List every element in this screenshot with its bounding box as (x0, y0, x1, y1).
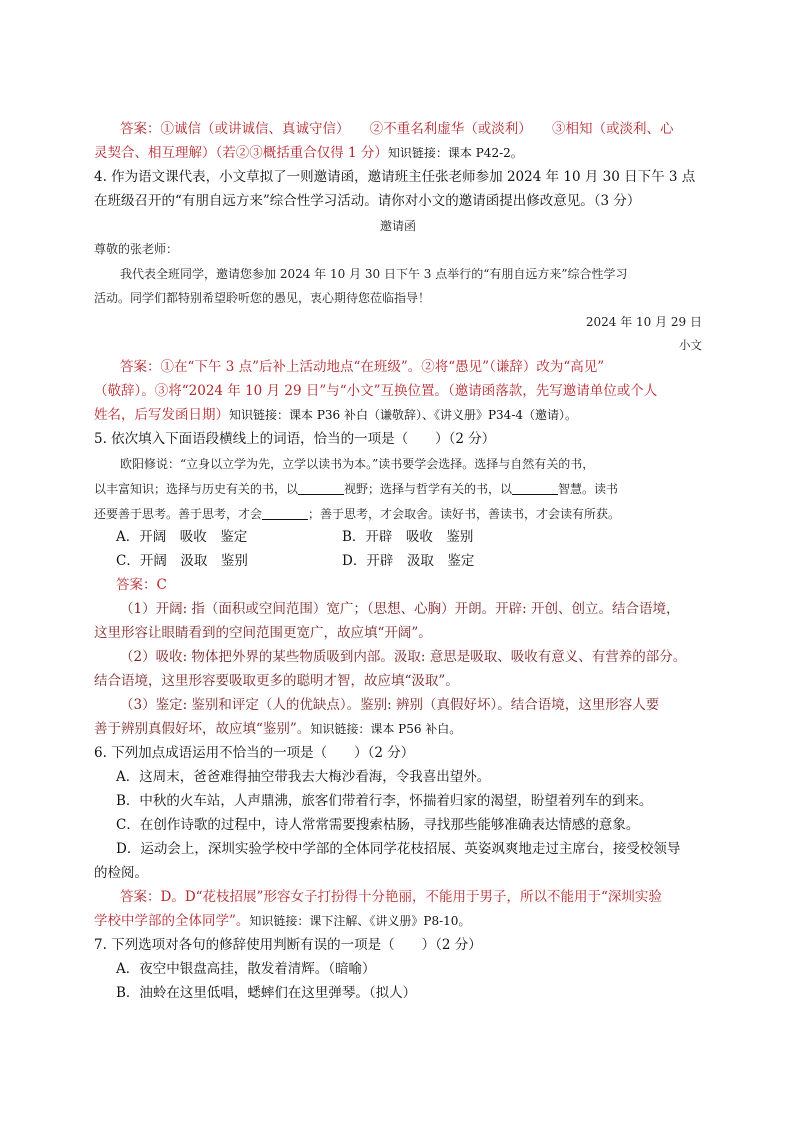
knowledge-link: 知识链接：课本 P56 补白。 (310, 722, 462, 736)
fill-blank (262, 507, 308, 520)
q5-answer-label: 答案：C (116, 577, 167, 593)
q5-explanation-3a: （3）鉴定: 鉴别和评定（人的优缺点）。鉴别: 辨别（真假好坏）。结合语境，这里形容人要 (120, 697, 660, 713)
q5-passage-line-3 (94, 505, 702, 523)
q4-answer-line-1 (120, 358, 702, 376)
knowledge-link: 知识链接：课本 P36 补白（谦敬辞）、《讲义册》P34-4（邀请）。 (229, 408, 578, 422)
q5-explanation-2a: （2）吸收: 物体把外界的某些物质吸到内部。汲取: 意思是吸取、吸收有意义、有营养的部分。 (120, 649, 687, 665)
q6-stem: 6. 下列加点成语运用不恰当的一项是（ ）（2 分） (94, 745, 415, 761)
answer-label: 答案： (120, 359, 161, 375)
q7-option-b: B．油蛉在这里低唱，蟋蟀们在这里弹琴。（拟人） (116, 985, 417, 1001)
fill-blank (512, 482, 558, 495)
answer-text: 姓名，后写发函日期） (94, 407, 229, 423)
letter-signature: 小文 (679, 338, 702, 352)
q5-explanation-1b: 这里形容让眼睛看到的空间范围更宽广，故应填“开阔”。 (94, 625, 432, 641)
q3-answer-line-1 (120, 120, 702, 138)
letter-title: 邀请函 (379, 219, 416, 233)
letter-date: 2024 年 10 月 29 日 (585, 315, 702, 329)
q6-option-a: A．这周末，爸爸难得抽空带我去大梅沙看海，令我喜出望外。 (116, 769, 491, 785)
q5-passage-line-2 (94, 480, 702, 498)
answer-text: 灵契合、相互理解）（若②③概括重合仅得 1 分） (94, 145, 388, 161)
knowledge-link: 知识链接：课下注解、《讲义册》P8-10。 (249, 914, 471, 928)
q5-stem: 5. 依次填入下面语段横线上的词语，恰当的一项是（ ）（2 分） (94, 431, 496, 447)
letter-body-line-2: 活动。同学们都特别希望聆听您的愚见，衷心期待您莅临指导！ (94, 291, 431, 305)
q6-answer-line-2 (94, 912, 702, 930)
q7-option-a: A．夜空中银盘高挂，散发着清辉。（暗喻） (116, 961, 376, 977)
q6-answer-line-1 (120, 888, 702, 906)
answer-text: D“花枝招展”形容女子打扮得十分艳丽，不能用于男子，所以不能用于“深圳实验 (184, 889, 662, 905)
q5-explanation-2b: 结合语境，这里形容要吸取更多的聪明才智，故应填“汲取”。 (94, 673, 459, 689)
letter-salutation: 尊敬的张老师： (94, 242, 179, 256)
fill-blank (298, 482, 344, 495)
q3-answer-line-2 (94, 144, 702, 162)
q5-explanation-3b (94, 720, 702, 738)
q5-option-d: D．开辟 汲取 鉴定 (342, 553, 475, 569)
answer-text: ①在“下午 3 点”后补上活动地点“在班级”。②将“愚见”（谦辞）改为“高见” (160, 359, 605, 375)
knowledge-link: 知识链接：课本 P42-2。 (387, 146, 523, 160)
passage-text: 以丰富知识；选择与历史有关的书，以 (94, 482, 299, 496)
answer-text: 学校中学部的全体同学”。 (94, 913, 250, 929)
answer-label: 答案： (120, 121, 161, 137)
passage-text: ；善于思考，才会取舍。读好书，善读书，才会读有所获。 (308, 507, 621, 521)
q7-stem: 7. 下列选项对各句的修辞使用判断有误的一项是（ ）（2 分） (94, 937, 482, 953)
q5-option-a: A．开阔 吸收 鉴定 (116, 529, 248, 545)
passage-text: 智慧。读书 (558, 482, 619, 496)
q5-explanation-1a: （1）开阔: 指（面积或空间范围）宽广；（思想、心胸）开朗。开辟: 开创、创立。结合语境， (120, 601, 680, 617)
q6-option-b: B．中秋的火车站，人声鼎沸，旅客们带着行李，怀揣着归家的渴望，盼望着列车的到来。 (116, 793, 653, 809)
q4-stem-line-2: 在班级召开的“有朋自远方来”综合性学习活动。请你对小文的邀请函提出修改意见。（3 分） (94, 193, 641, 209)
q5-option-b: B．开辟 吸收 鉴别 (342, 529, 474, 545)
q6-option-c: C．在创作诗歌的过程中，诗人常常需要搜索枯肠，寻找那些能够准确表达情感的意象。 (116, 817, 640, 833)
answer-label: 答案：D。 (120, 889, 185, 905)
explanation-text: 善于辨别真假好坏，故应填“鉴别”。 (94, 721, 311, 737)
letter-body-line-1: 我代表全班同学，邀请您参加 2024 年 10 月 30 日下午 3 点举行的“有朋自远方来”综合性学习 (120, 267, 628, 281)
q5-passage-line-1: 欧阳修说：“立身以立学为先，立学以读书为本。”读书要学会选择。选择与自然有关的书， (120, 457, 595, 471)
passage-text: 视野；选择与哲学有关的书，以 (344, 482, 513, 496)
answer-text: ①诚信（或讲诚信、真诚守信） ②不重名利虚华（或淡利） ③相知（或淡利、心 (160, 121, 674, 137)
q4-answer-line-3 (94, 406, 702, 424)
q5-option-c: C．开阔 汲取 鉴别 (116, 553, 248, 569)
passage-text: 还要善于思考。善于思考，才会 (94, 507, 263, 521)
q4-stem-line-1: 4. 作为语文课代表，小文草拟了一则邀请函，邀请班主任张老师参加 2024 年 10 月 30 日下午 3 点 (94, 169, 696, 185)
q6-option-d-line-2: 的检阅。 (94, 865, 148, 881)
q6-option-d-line-1: D．运动会上，深圳实验学校中学部的全体同学花枝招展、英姿飒爽地走过主席台，接受校领导 (116, 841, 681, 857)
q4-answer-line-2: （敬辞）。③将“2024 年 10 月 29 日”与“小文”互换位置。（邀请函落款，先写邀请单位或个人 (94, 383, 658, 399)
